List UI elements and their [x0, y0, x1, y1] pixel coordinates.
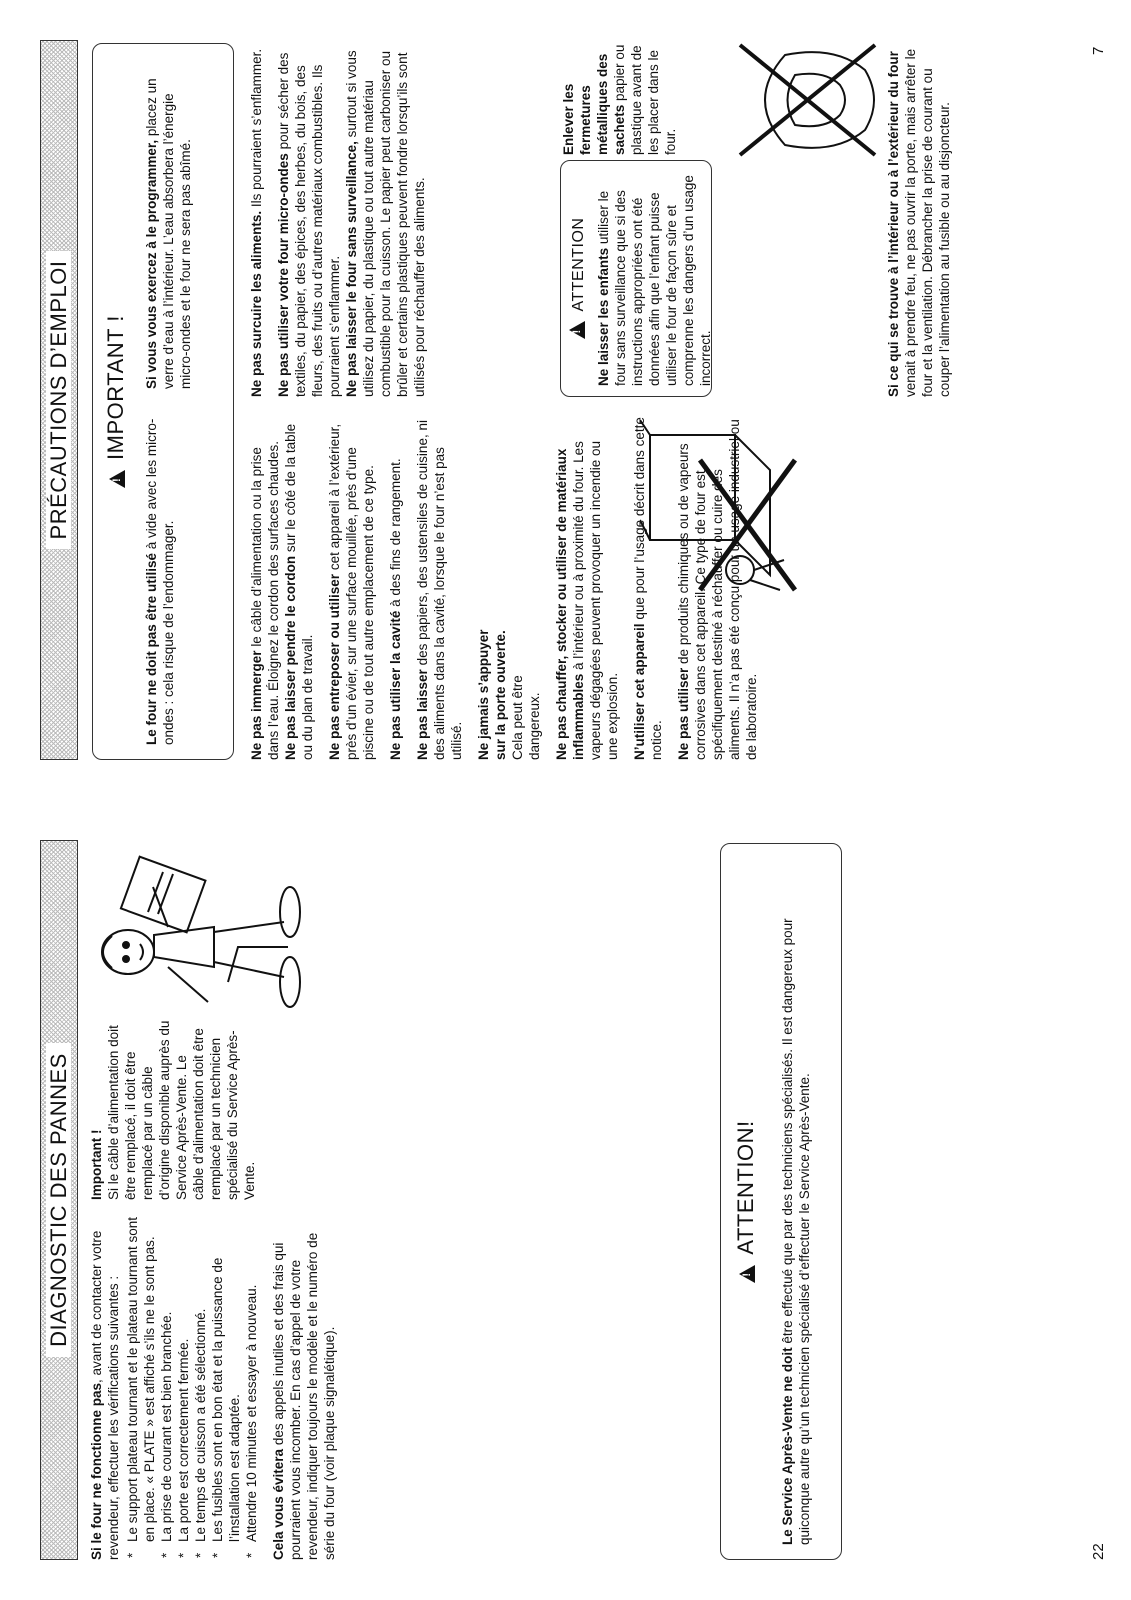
precaution-overcook: Ne pas surcuire les aliments. Ils pourraient s’enflammer. [249, 48, 264, 397]
attention-heading: ! ATTENTION! [733, 844, 759, 1559]
list-item: * Le support plateau tournant et le plateau tournant sont en place. « PLATE » est affiché s’ils ne le sont pas. [124, 1215, 158, 1560]
left-page [40, 840, 1110, 1560]
precaution-flammable: Ne pas chauffer, stocker ou utiliser de matériaux inflammables à l’intérieur ou à proximité du four. Les vapeurs dégagées peuvent provoquer un incendie ou une explosion. [554, 441, 620, 760]
precaution-chemicals: Ne pas utiliser de produits chimiques ou de vapeurs corrosives dans cet appareil. Ce type de four est spécifiquement destiné à réchauffer ou cuire des aliments. Il n’a pas été conçu pour un usage industriel ou de laboratoire. [676, 419, 759, 760]
important-left-text: Le four ne doit pas être utilisé à vide avec les micro-ondes : cela risque de l’endommager. [144, 418, 176, 745]
list-item: * La prise de courant est bien branchée. [158, 1215, 175, 1560]
precaution-door: Ne jamais s’appuyer sur la porte ouverte. Cela peut être dangereux. [476, 629, 542, 760]
section-title-precautions: PRÉCAUTIONS D’EMPLOI [40, 40, 78, 760]
list-item: * La porte est correctement fermée. [175, 1215, 192, 1560]
right-page [40, 40, 1110, 760]
technician-illustration [88, 842, 318, 1012]
precaution-ties [560, 40, 689, 155]
precautions-column-right [248, 42, 438, 397]
precaution-drying: Ne pas utiliser votre four micro-ondes pour sécher des textiles, du papier, des épices, des herbes, du bois, des fleurs, des fruits ou d’autres matériaux combustibles. Ils pourraient s’enflammer. [276, 52, 342, 397]
chicken-bag-illustration [735, 40, 885, 160]
checks-list [124, 1215, 260, 1560]
precaution-fire [885, 42, 963, 397]
oven-door-illustration [640, 420, 800, 610]
precaution-outdoor: Ne pas entreposer ou utiliser cet appareil à l’extérieur, près d’un évier, sur une surface mouillée, près d’une piscine ou de tout autre emplacement de ce type. [327, 423, 376, 760]
avoid-paragraph: Cela vous évitera des appels inutiles et des frais qui pourraient vous incomber. En cas d’appel de votre revendeur, indiquer toujours le modèle et le numéro de série du four (voir plaque signalétique). [271, 1232, 337, 1560]
troubleshooting-column [88, 1215, 348, 1560]
list-item: * Les fusibles sont en bon état et la puissance de l’installation est adaptée. [209, 1215, 243, 1560]
precaution-ties-text: Enlever les fermetures métalliques des sachets papier ou plastique avant de les placer dans le four. [561, 44, 678, 155]
precaution-storage: Ne pas utiliser la cavité à des fins de rangement. [388, 458, 403, 760]
precaution-immerse: Ne pas immerger le câble d’alimentation ou la prise dans l’eau. Éloignez le cordon des surfaces chaudes. [249, 441, 281, 760]
list-item: * Attendre 10 minutes et essayer à nouveau. [243, 1215, 260, 1560]
attention-text: Le Service Après-Vente ne doit être effectué que par des techniciens spécialisés. Il est dangereux pour quiconque autre qu’un technicien spécialisé d’effectuer le Service Après-Vente. [780, 918, 812, 1545]
warning-icon [739, 1265, 755, 1283]
important-right-text: Si vous vous exercez à le programmer, placez un verre d’eau à l’intérieur. L’eau absorbera l’énergie micro-ondes et le four ne sera pas abîmé. [144, 78, 193, 389]
important-text: Si le câble d’alimentation doit être remplacé, il doit être remplacé par un câble d’origine disponible auprès du Service Après-Vente. Le câble d’alimentation doit être remplacé par un technicien spécialisé du Service Après-Vente. [106, 1020, 257, 1200]
important-box [92, 43, 234, 760]
precaution-unattended: Ne pas laisser le four sans surveillance, surtout si vous utilisez du papier, du plastique ou tout autre matériau combustible pour la cuisson. Le papier peut carboniser ou brûler et certains plastiques peuvent fondre lorsqu’ils sont utilisés pour réchauffer des aliments. [344, 50, 427, 397]
precaution-leave: Ne pas laisser des papiers, des ustensiles de cuisine, ni des aliments dans la cavité, lorsque le four n’est pas utilisé. [415, 420, 464, 760]
page-number-left: 22 [1090, 1543, 1107, 1560]
list-item: * Le temps de cuisson a été sélectionné. [192, 1215, 209, 1560]
attention-box [720, 843, 842, 1560]
section-title-diagnostic: DIAGNOSTIC DES PANNES [40, 840, 78, 1560]
attention-heading: ! ATTENTION [569, 161, 588, 396]
warning-icon [109, 470, 125, 488]
precaution-usage: N’utiliser cet appareil que pour l’usage décrit dans cette notice. [632, 417, 664, 760]
important-heading: Important ! [89, 1129, 104, 1200]
precaution-fire-text: Si ce qui se trouve à l’intérieur ou à l’extérieur du four venait à prendre feu, ne pas ouvrir la porte, mais arrêter le four et la ventilation. Débrancher la prise de courant ou couper l’alimentation au fusible ou au disjoncteur. [886, 48, 952, 397]
intro-paragraph: Si le four ne fonctionne pas, avant de contacter votre revendeur, effectuer les vérifications suivantes : [89, 1230, 121, 1560]
important-heading: ! IMPORTANT ! [103, 44, 129, 759]
warning-icon [569, 322, 585, 340]
important-column [88, 1020, 268, 1200]
page-number-right: 7 [1090, 46, 1107, 55]
attention-children-box [560, 160, 712, 397]
precaution-cord: Ne pas laisser pendre le cordon sur le côté de la table ou du plan de travail. [283, 423, 315, 760]
attention-children-text: Ne laisser les enfants utiliser le four sans surveillance que si des instructions appropriées ont été données afin que l’enfant puisse utiliser le four de façon sûre et comprenne les dangers d’un usage incorrect. [596, 175, 713, 386]
